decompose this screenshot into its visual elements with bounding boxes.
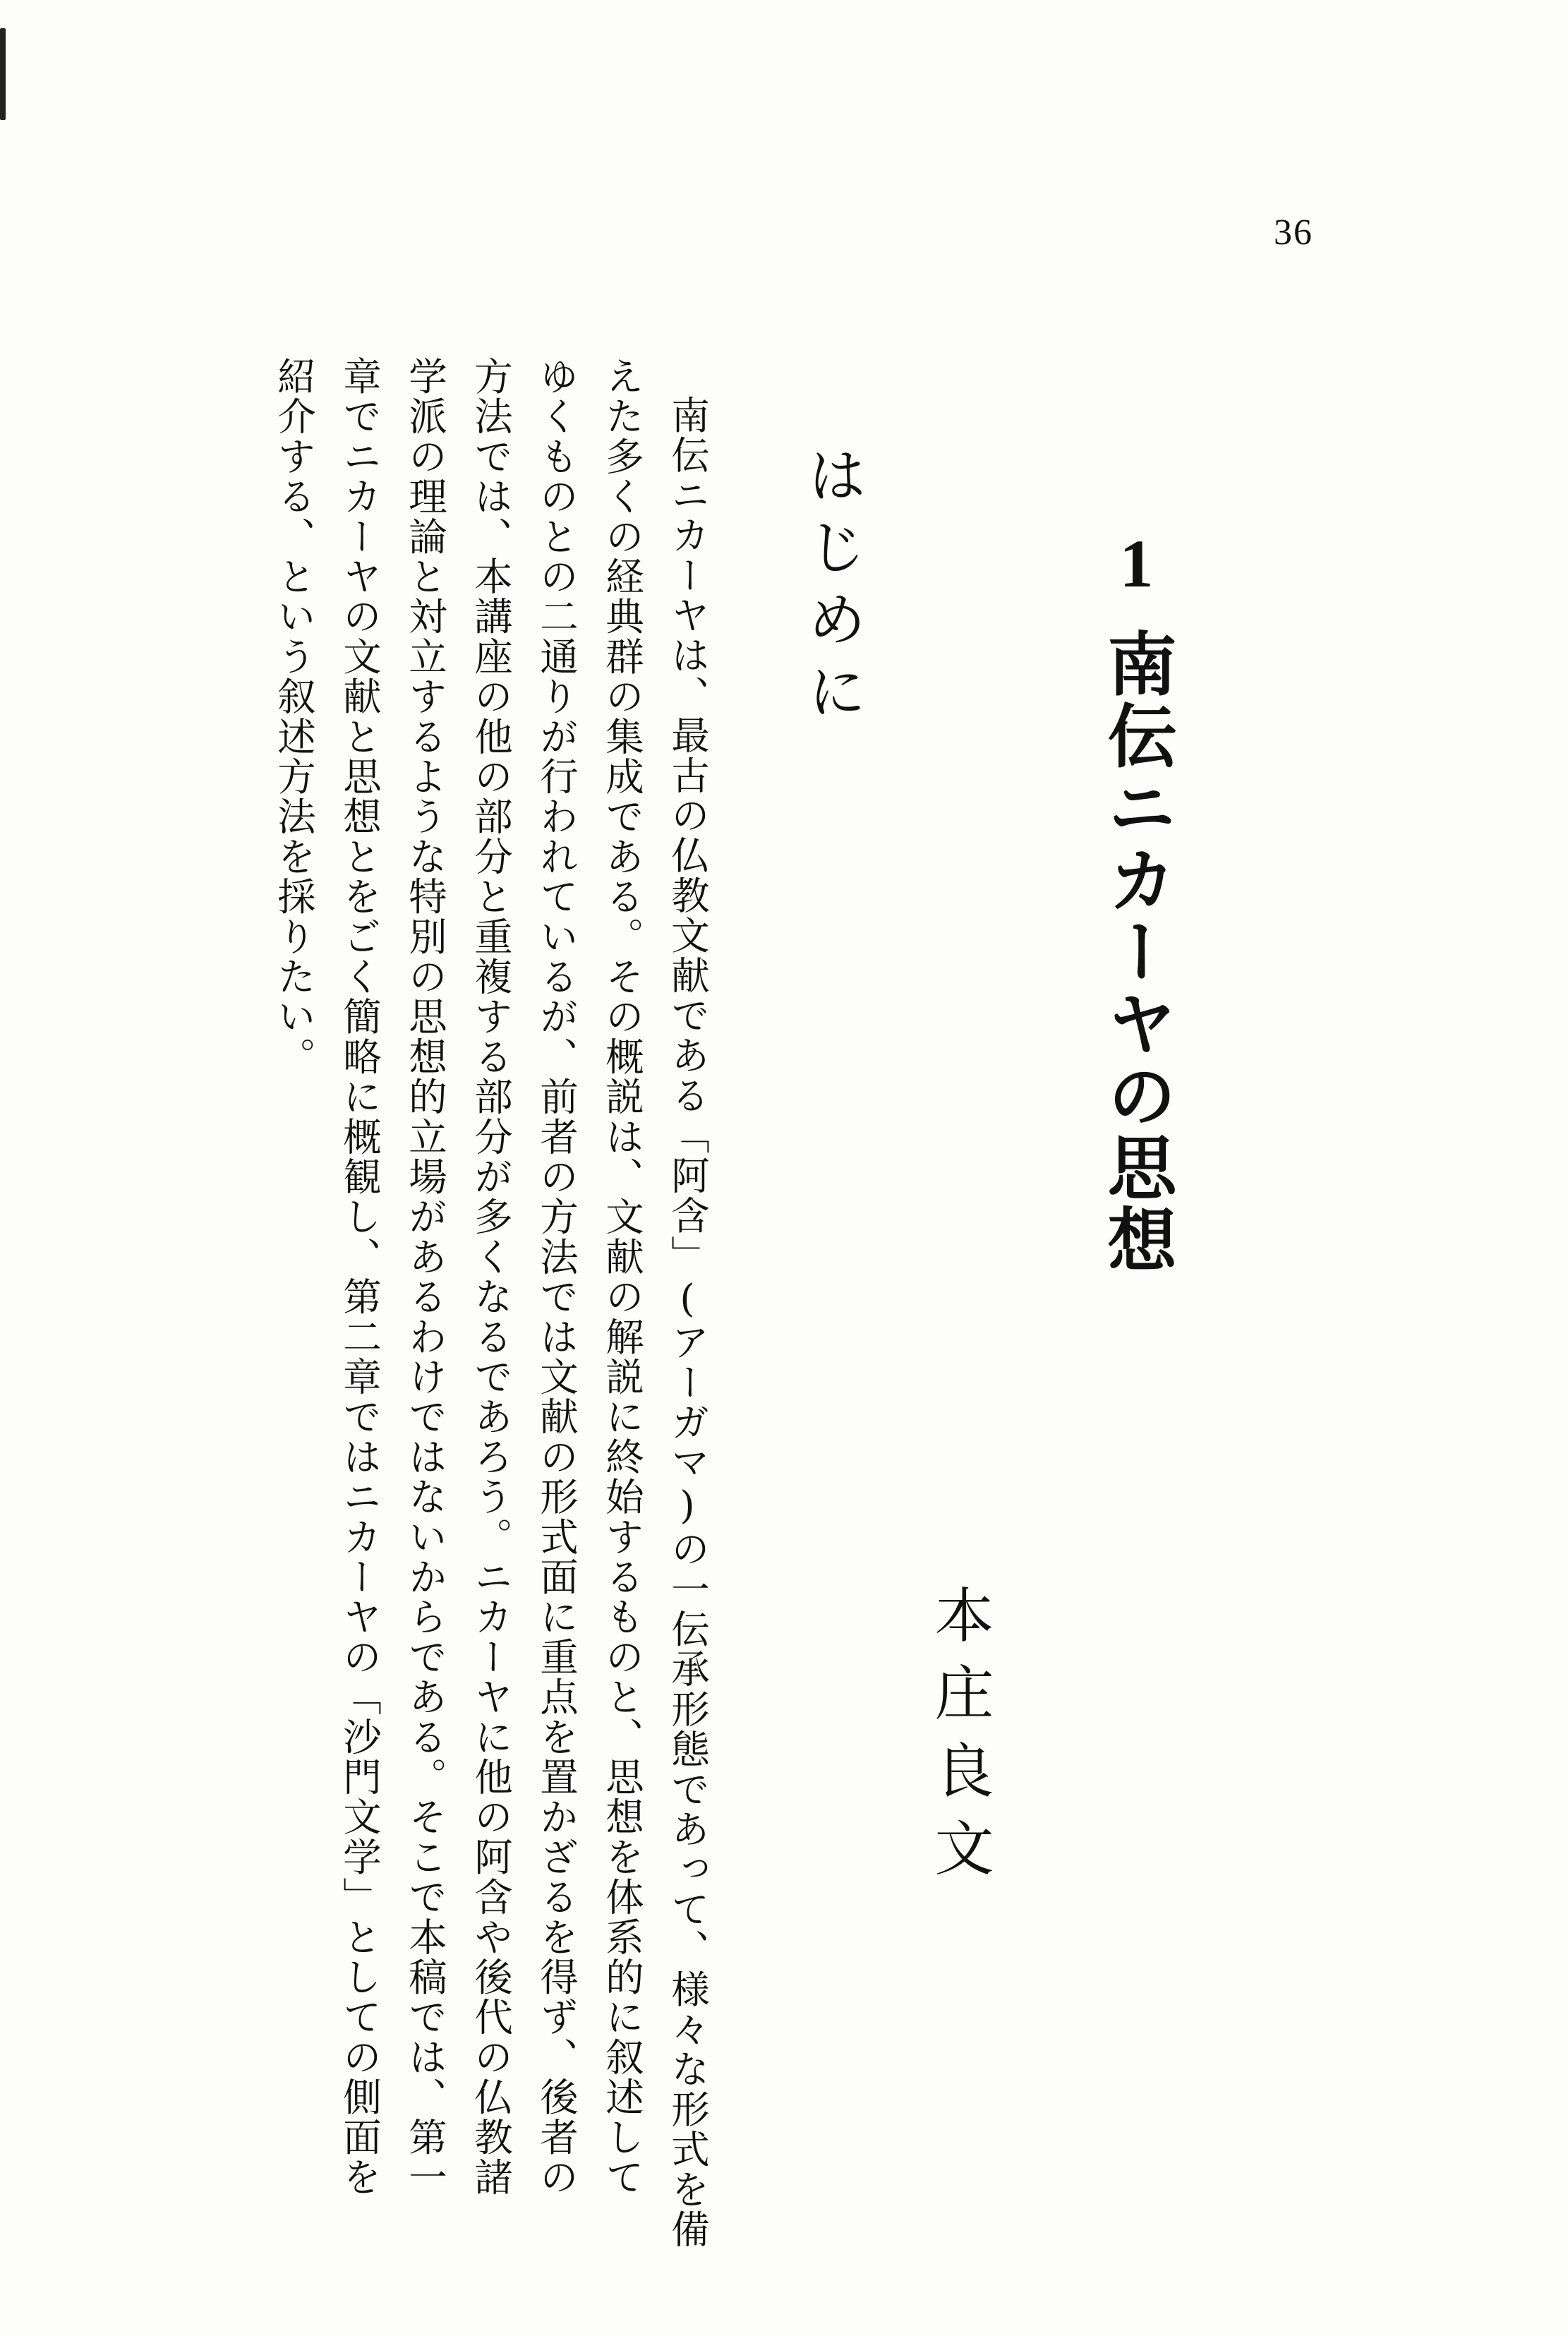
chapter-title: 南伝ニカーヤの思想 (1096, 628, 1177, 1276)
chapter-number: 1 (1099, 526, 1174, 601)
author-name: 本庄良文 (925, 1584, 994, 1895)
section-heading: はじめに (798, 445, 867, 733)
body-line-3: ゆくものとの二通りが行われているが、前者の方法では文献の形式面に重点を置かざるを得ず、後者の (533, 356, 579, 2198)
body-line-1: 南伝ニカーヤは、最古の仏教文献である「阿含」(アーガマ)の一伝承形態であって、様々な形式を備 (665, 395, 710, 2250)
body-line-6: 章でニカーヤの文献と思想とをごく簡略に概観し、第二章ではニカーヤの「沙門文学」としての側面を (337, 356, 382, 2198)
body-line-4: 方法では、本講座の他の部分と重複する部分が多くなるであろう。ニカーヤに他の阿含や後代の仏教諸 (468, 356, 513, 2198)
binding-edge-shadow (0, 28, 6, 120)
body-line-5: 学派の理論と対立するような特別の思想的立場があるわけではないからである。そこで本稿では、第一 (402, 356, 447, 2198)
body-text (141, 356, 720, 2250)
page-number: 36 (1274, 212, 1313, 253)
body-line-2: えた多くの経典群の集成である。その概説は、文献の解説に終始するものと、思想を体系的に叙述して (599, 356, 644, 2198)
body-line-7: 紹介する、という叙述方法を採りたい。 (271, 356, 316, 1077)
